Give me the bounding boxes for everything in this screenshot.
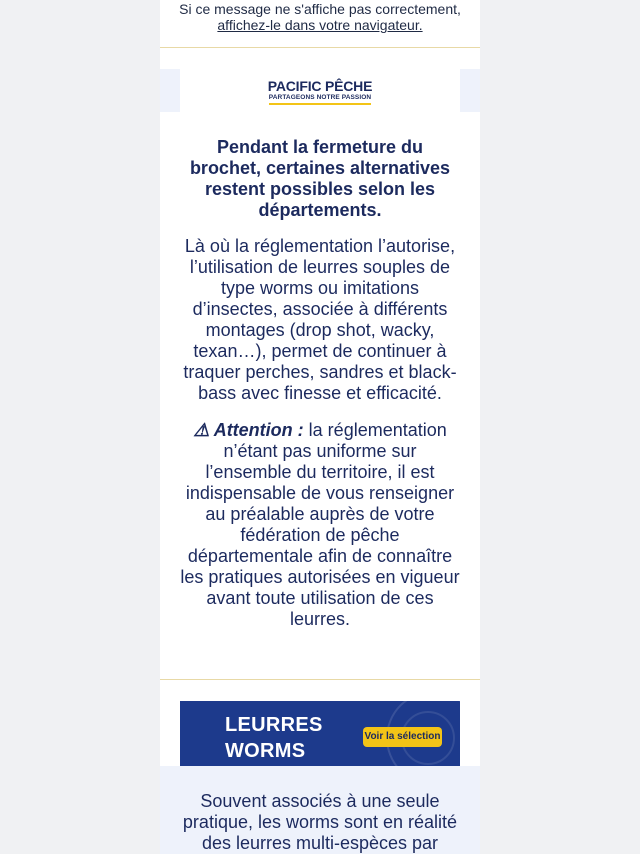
view-in-browser-link[interactable]: affichez-le dans votre navigateur. [217, 17, 423, 33]
attention-title: ⚠ Attention : [193, 420, 304, 440]
article [160, 112, 480, 630]
logo[interactable] [180, 69, 460, 112]
section-divider [160, 679, 480, 680]
logo-tagline: PARTAGEONS NOTRE PASSION [269, 94, 371, 105]
attention-text: la réglementation n’étant pas uniforme sur l’ensemble du territoire, il est indispensable de vous renseigner au préalable auprès de votre fédération de pêche départementale afin de connaître les pratiques autorisées en vigueur avant toute utilisation de ces leurres. [180, 420, 460, 629]
lower-section [160, 766, 480, 854]
logo-wordmark: PACIFIC PÊCHE [267, 77, 373, 94]
logo-band [160, 69, 480, 112]
banner-title-line1: LEURRES [225, 714, 323, 736]
article-paragraph: Là où la réglementation l’autorise, l’utilisation de leurres souples de type worms ou imitations d’insectes, associée à différents montages (drop shot, wacky, texan…), permet de continuer à traquer perches, sandres et black-bass avec finesse et efficacité. [183, 236, 457, 403]
lower-paragraph: Souvent associés à une seule pratique, les worms sont en réalité des leurres multi-espèces par [182, 791, 458, 853]
preheader-text: Si ce message ne s'affiche pas correctement, [179, 1, 461, 17]
email-body [160, 0, 480, 854]
article-headline: Pendant la fermeture du brochet, certaines alternatives restent possibles selon les départements. [189, 137, 451, 220]
preheader [160, 0, 480, 48]
banner-title-line2: WORMS [225, 740, 306, 762]
worms-banner[interactable] [180, 701, 460, 766]
see-selection-button[interactable]: Voir la sélection [363, 727, 442, 747]
banner-title [225, 712, 323, 764]
attention-paragraph [180, 420, 460, 630]
